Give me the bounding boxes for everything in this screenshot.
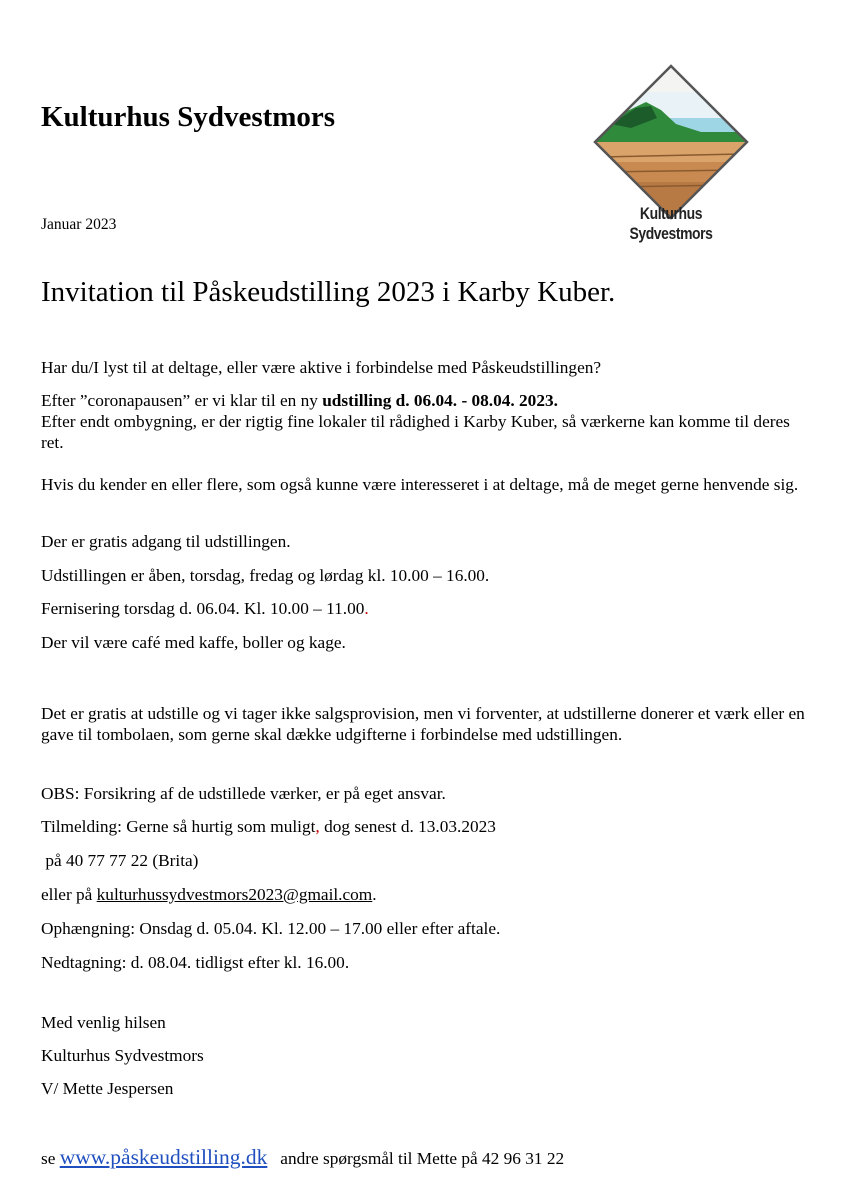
paragraph-takedown: Nedtagning: d. 08.04. tidligst efter kl. 16.00.	[41, 953, 350, 972]
text: .	[364, 599, 369, 618]
text: andre spørgsmål til Mette på 42 96 31 22	[267, 1149, 565, 1168]
paragraph-opening-hours: Udstillingen er åben, torsdag, fredag og lørdag kl. 10.00 – 16.00.	[41, 566, 490, 585]
paragraph-exhibition-dates	[41, 390, 811, 453]
paragraph-free-admission: Der er gratis adgang til udstillingen.	[41, 532, 291, 551]
paragraph-hanging: Ophængning: Onsdag d. 05.04. Kl. 12.00 – 17.00 eller efter aftale.	[41, 919, 501, 938]
text: Efter endt ombygning, er der rigtig fine lokaler til rådighed i Karby Kuber, så værkerne kan komme til deres ret.	[41, 412, 790, 452]
text: Efter ”coronapausen” er vi klar til en ny	[41, 391, 323, 410]
text: .	[372, 885, 377, 904]
signoff-greeting: Med venlig hilsen	[41, 1013, 166, 1032]
website-link[interactable]: www.påskeudstilling.dk	[59, 1145, 268, 1169]
paragraph-insurance: OBS: Forsikring af de udstillede værker, er på eget ansvar.	[41, 784, 446, 803]
paragraph-exhibitor-terms: Det er gratis at udstille og vi tager ikke salgsprovision, men vi forventer, at udstillerne donerer et værk eller en gave til tombolaen, som gerne skal dække udgifterne i forbindelse med udstillingen.	[41, 704, 805, 744]
paragraph-phone: på 40 77 77 22 (Brita)	[41, 851, 199, 870]
document-date: Januar 2023	[41, 216, 117, 233]
text: Fernisering torsdag d. 06.04. Kl. 10.00 – 11.00	[41, 599, 365, 618]
paragraph-registration	[41, 816, 811, 837]
signoff-person: V/ Mette Jespersen	[41, 1079, 174, 1098]
paragraph-vernissage	[41, 598, 811, 619]
paragraph-email	[41, 884, 811, 905]
org-name: Kulturhus Sydvestmors	[41, 101, 336, 133]
paragraph-invite-others: Hvis du kender en eller flere, som også kunne være interesseret i at deltage, må de meget gerne henvende sig.	[41, 475, 799, 494]
text: dog senest d. 13.03.2023	[319, 817, 496, 836]
text: eller på	[41, 885, 97, 904]
signoff-org: Kulturhus Sydvestmors	[41, 1046, 204, 1065]
exhibition-dates: udstilling d. 06.04. - 08.04. 2023.	[322, 391, 558, 410]
email-link[interactable]: kulturhussydvestmors2023@gmail.com	[96, 885, 373, 904]
text: Tilmelding: Gerne så hurtig som muligt	[41, 817, 316, 836]
logo-text: Kulturhus Sydvestmors	[629, 204, 713, 243]
paragraph-intro: Har du/I lyst til at deltage, eller være aktive i forbindelse med Påskeudstillingen?	[41, 358, 602, 377]
logo	[591, 62, 751, 222]
text: se	[41, 1149, 60, 1168]
footer	[41, 1145, 564, 1170]
paragraph-cafe: Der vil være café med kaffe, boller og kage.	[41, 633, 346, 652]
text: ,	[315, 817, 320, 836]
page-title: Invitation til Påskeudstilling 2023 i Karby Kuber.	[41, 276, 616, 308]
